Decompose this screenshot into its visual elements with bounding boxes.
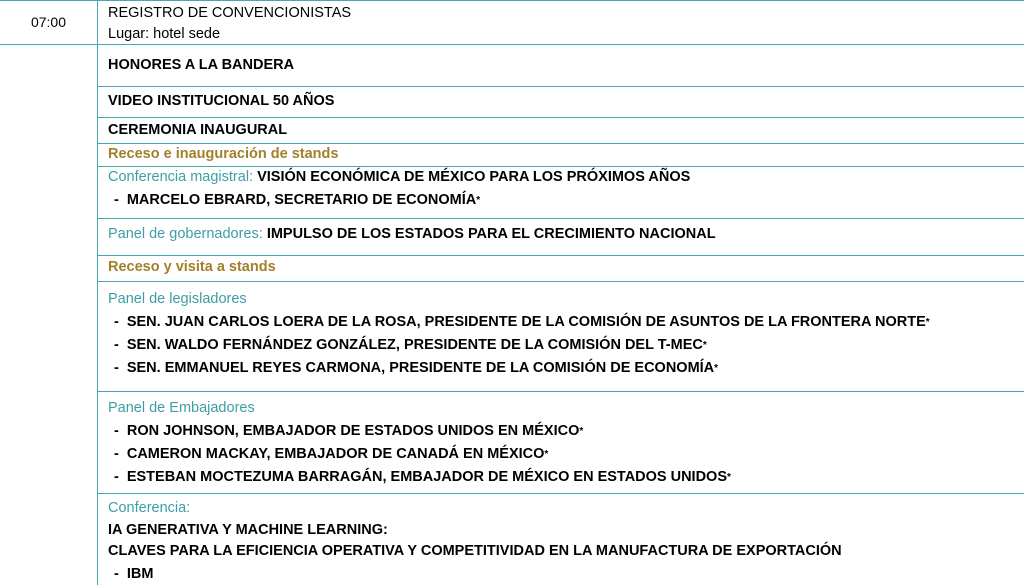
- speaker-item: [114, 190, 480, 211]
- speaker-name: CAMERON MACKAY, EMBAJADOR DE CANADÁ EN MÉXICO: [126, 446, 545, 462]
- conferencia-magistral-row: [108, 167, 690, 187]
- asterisk-mark: *: [702, 340, 707, 351]
- row-rule: [98, 86, 1024, 87]
- receso-inauguracion: Receso e inauguración de stands: [108, 146, 339, 162]
- asterisk-mark: *: [476, 195, 481, 206]
- speaker-name: IBM: [126, 566, 154, 582]
- speaker-name: SEN. JUAN CARLOS LOERA DE LA ROSA, PRESIDENTE DE LA COMISIÓN DE ASUNTOS DE LA FRONTERA NORTE: [126, 314, 926, 330]
- ceremonia-title: CEREMONIA INAUGURAL: [108, 122, 288, 138]
- registro-place: Lugar: hotel sede: [108, 26, 221, 42]
- row-rule: [98, 281, 1024, 282]
- honores-title: HONORES A LA BANDERA: [108, 57, 295, 73]
- row-rule: [98, 255, 1024, 256]
- speaker-name: ESTEBAN MOCTEZUMA BARRAGÁN, EMBAJADOR DE MÉXICO EN ESTADOS UNIDOS: [126, 469, 728, 485]
- receso-stands: Receso y visita a stands: [108, 259, 276, 275]
- speaker-name: SEN. WALDO FERNÁNDEZ GONZÁLEZ, PRESIDENTE DE LA COMISIÓN DEL T-MEC: [126, 337, 703, 353]
- speaker-item: [114, 467, 731, 488]
- dash-mark: -: [114, 469, 119, 485]
- panel-gobernadores-title: IMPULSO DE LOS ESTADOS PARA EL CRECIMIENTO NACIONAL: [266, 226, 716, 242]
- panel-legisladores-label: Panel de legisladores: [108, 291, 247, 307]
- dash-mark: -: [114, 337, 119, 353]
- dash-mark: -: [114, 446, 119, 462]
- speaker-item: [114, 421, 583, 442]
- registro-title: REGISTRO DE CONVENCIONISTAS: [108, 5, 352, 21]
- asterisk-mark: *: [579, 426, 584, 437]
- row-rule: [0, 44, 1024, 45]
- speaker-name: SEN. EMMANUEL REYES CARMONA, PRESIDENTE DE LA COMISIÓN DE ECONOMÍA: [126, 360, 715, 376]
- conferencia-title-2: CLAVES PARA LA EFICIENCIA OPERATIVA Y COMPETITIVIDAD EN LA MANUFACTURA DE EXPORTACIÓN: [108, 543, 842, 559]
- asterisk-mark: *: [714, 363, 719, 374]
- asterisk-mark: *: [727, 472, 731, 483]
- row-rule: [98, 218, 1024, 219]
- speaker-item: [114, 444, 548, 465]
- speaker-name: MARCELO EBRARD, SECRETARIO DE ECONOMÍA: [126, 192, 477, 208]
- conferencia-magistral-label: Conferencia magistral:: [108, 169, 254, 185]
- speaker-item: [114, 335, 707, 356]
- row-rule: [98, 391, 1024, 392]
- video-title: VIDEO INSTITUCIONAL 50 AÑOS: [108, 93, 335, 109]
- dash-mark: -: [114, 314, 119, 330]
- dash-mark: -: [114, 192, 119, 208]
- dash-mark: -: [114, 360, 119, 376]
- dash-mark: -: [114, 423, 119, 439]
- panel-embajadores-label: Panel de Embajadores: [108, 400, 255, 416]
- speaker-item: [114, 358, 718, 379]
- speaker-item: [114, 564, 153, 584]
- speaker-name: RON JOHNSON, EMBAJADOR DE ESTADOS UNIDOS EN MÉXICO: [126, 423, 580, 439]
- speaker-item: [114, 312, 930, 333]
- asterisk-mark: *: [925, 317, 930, 328]
- panel-gobernadores-row: [108, 224, 716, 244]
- column-divider: [97, 0, 98, 585]
- conferencia-title-1: IA GENERATIVA Y MACHINE LEARNING:: [108, 522, 388, 538]
- panel-gobernadores-label: Panel de gobernadores:: [108, 226, 263, 242]
- conferencia-label: Conferencia:: [108, 500, 191, 516]
- asterisk-mark: *: [544, 449, 549, 460]
- row-rule: [98, 117, 1024, 118]
- conferencia-magistral-title: VISIÓN ECONÓMICA DE MÉXICO PARA LOS PRÓXIMOS AÑOS: [257, 169, 691, 185]
- dash-mark: -: [114, 566, 119, 582]
- row-rule: [0, 0, 1024, 1]
- time-cell: 07:00: [30, 14, 67, 30]
- row-rule: [98, 493, 1024, 494]
